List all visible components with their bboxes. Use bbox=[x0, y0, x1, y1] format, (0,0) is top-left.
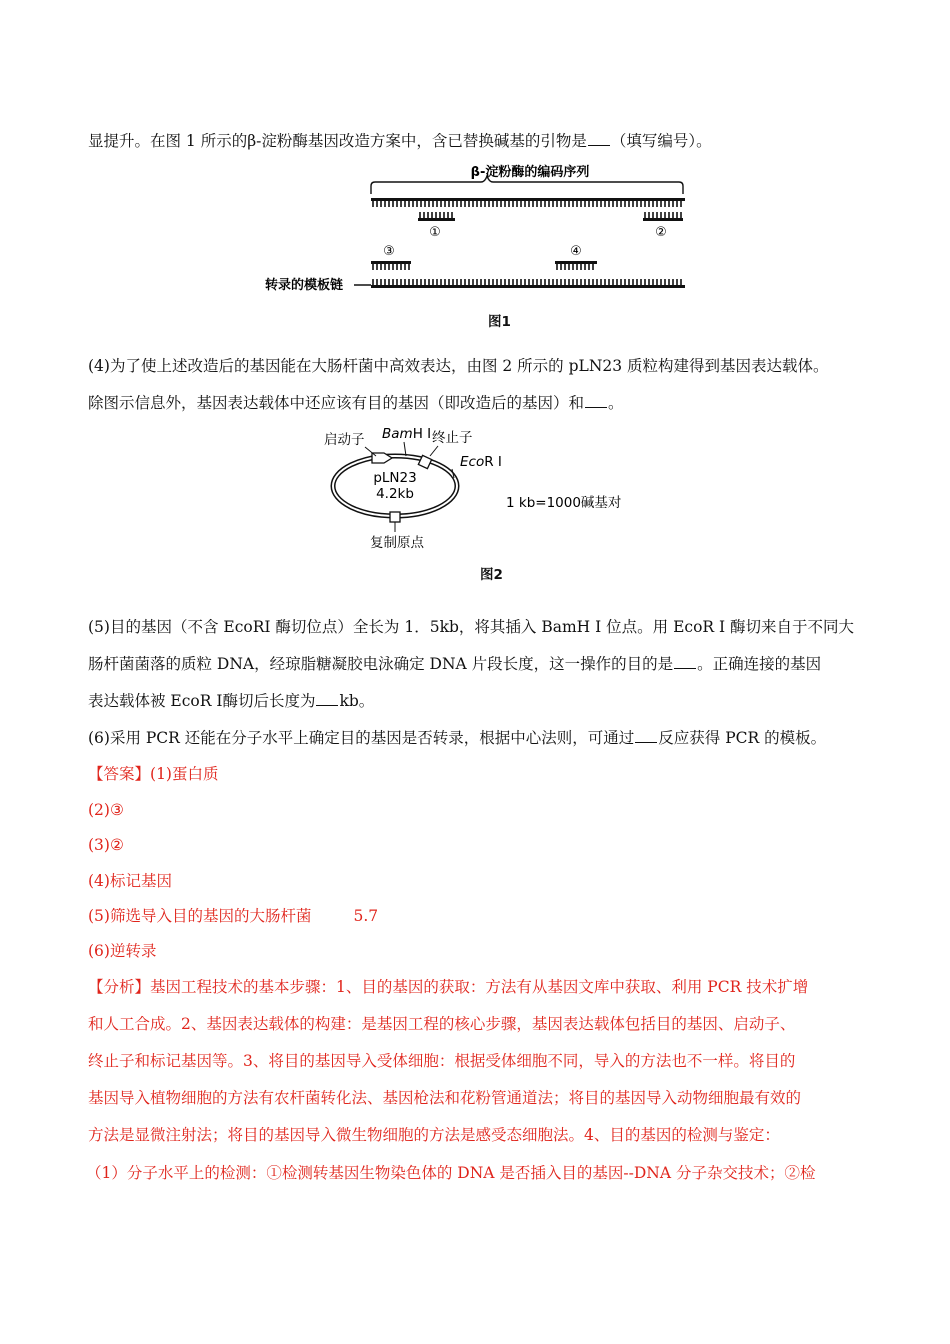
answer-line: (3)② bbox=[88, 836, 124, 854]
bamhi-label: BamH Ⅰ bbox=[382, 426, 432, 442]
primer-1-label: ① bbox=[429, 225, 441, 240]
kb-note: 1 kb=1000碱基对 bbox=[506, 495, 622, 511]
answer-blank bbox=[316, 691, 338, 706]
analysis-line: 基因导入植物细胞的方法有农杆菌转化法、基因枪法和花粉管通道法；将目的基因导入动物细胞最有效的 bbox=[88, 1089, 802, 1107]
primer-4-label: ④ bbox=[570, 244, 582, 259]
figure-2-caption: 图2 bbox=[480, 567, 503, 583]
origin-box bbox=[390, 512, 400, 522]
text-segment: 显提升。在图 1 所示的β-淀粉酶基因改造方案中，含已替换碱基的引物是 bbox=[88, 132, 587, 150]
paragraph-line bbox=[88, 653, 868, 675]
promoter-leader bbox=[365, 447, 376, 456]
primer-2-label: ② bbox=[655, 225, 667, 240]
text-segment: 反应获得 PCR 的模板。 bbox=[658, 729, 827, 747]
text-segment: 。 bbox=[608, 394, 624, 412]
answer-line bbox=[88, 905, 868, 927]
analysis-line: 和人工合成。2、基因表达载体的构建：是基因工程的核心步骤，基因表达载体包括目的基因、启动子、 bbox=[88, 1015, 796, 1033]
answer-line: (4)标记基因 bbox=[88, 872, 172, 890]
primer-3-label: ③ bbox=[383, 244, 395, 259]
paragraph-line bbox=[88, 727, 868, 749]
dna-strand-upper bbox=[371, 198, 685, 207]
primer-1-bar bbox=[418, 212, 455, 221]
answer-line: (6)逆转录 bbox=[88, 942, 157, 960]
analysis-line: 方法是显微注射法；将目的基因导入微生物细胞的方法是感受态细胞法。4、目的基因的检测与鉴定： bbox=[88, 1126, 780, 1144]
paragraph-line bbox=[88, 690, 868, 712]
fig1-title: β-淀粉酶的编码序列 bbox=[470, 165, 590, 180]
answer-blank bbox=[588, 131, 610, 146]
terminator-leader bbox=[430, 446, 438, 456]
analysis-line: （1）分子水平上的检测：①检测转基因生物染色体的 DNA 是否插入目的基因--DNA 分子杂交技术；②检 bbox=[86, 1164, 816, 1182]
paragraph-line: (5)目的基因（不含 EcoRI 酶切位点）全长为 1．5kb，将其插入 BamH I 位点。用 EcoR I 酶切来自于不同大 bbox=[88, 618, 855, 636]
answer-blank bbox=[635, 728, 657, 743]
paragraph-line bbox=[88, 130, 868, 152]
primer-4-bar bbox=[555, 261, 597, 270]
text-segment: (6)采用 PCR 还能在分子水平上确定目的基因是否转录，根据中心法则，可通过 bbox=[88, 729, 635, 747]
template-strand-label: 转录的模板链 bbox=[265, 278, 344, 293]
figure-1-caption: 图1 bbox=[488, 314, 511, 330]
plasmid-size: 4.2kb bbox=[376, 486, 414, 502]
text-segment: 肠杆菌菌落的质粒 DNA，经琼脂糖凝胶电泳确定 DNA 片段长度，这一操作的目的是 bbox=[88, 655, 674, 673]
text-segment: 表达载体被 EcoR Ⅰ酶切后长度为 bbox=[88, 692, 316, 710]
primer-3-bar bbox=[371, 261, 411, 270]
promoter-label: 启动子 bbox=[324, 432, 365, 448]
answer-line bbox=[88, 763, 868, 785]
dna-strand-template bbox=[371, 279, 685, 288]
origin-label: 复制原点 bbox=[370, 535, 424, 551]
text-segment: 除图示信息外，基因表达载体中还应该有目的基因（即改造后的基因）和 bbox=[88, 394, 585, 412]
text-segment: kb。 bbox=[339, 692, 375, 710]
plasmid-name: pLN23 bbox=[373, 470, 417, 486]
paragraph-line: (4)为了使上述改造后的基因能在大肠杆菌中高效表达，由图 2 所示的 pLN23 质粒构建得到基因表达载体。 bbox=[88, 357, 829, 375]
ecori-label: EcoR Ⅰ bbox=[460, 454, 502, 470]
text-segment: （填写编号）。 bbox=[610, 132, 712, 150]
figure-2-plasmid bbox=[320, 420, 640, 555]
answer-value: 5.7 bbox=[353, 907, 379, 925]
analysis-text: 基因工程技术的基本步骤：1、目的基因的获取：方法有从基因文库中获取、利用 PCR 技术扩增 bbox=[150, 978, 809, 996]
analysis-line: 终止子和标记基因等。3、将目的基因导入受体细胞：根据受体细胞不同，导入的方法也不一样。将目的 bbox=[88, 1052, 796, 1070]
analysis-line bbox=[88, 976, 868, 998]
paragraph-line bbox=[88, 392, 868, 414]
analysis-label: 【分析】 bbox=[88, 978, 151, 996]
terminator-label: 终止子 bbox=[432, 430, 473, 446]
figure-1-diagram bbox=[255, 158, 695, 298]
answer-line: (2)③ bbox=[88, 801, 124, 819]
answer-label: 【答案】 bbox=[88, 765, 151, 783]
answer-text: (1)蛋白质 bbox=[150, 765, 219, 783]
answer-blank bbox=[674, 654, 696, 669]
primer-2-bar bbox=[643, 212, 683, 221]
text-segment: 。正确连接的基因 bbox=[697, 655, 822, 673]
answer-text: (5)筛选导入目的基因的大肠杆菌 bbox=[88, 907, 312, 925]
answer-blank bbox=[585, 393, 607, 408]
